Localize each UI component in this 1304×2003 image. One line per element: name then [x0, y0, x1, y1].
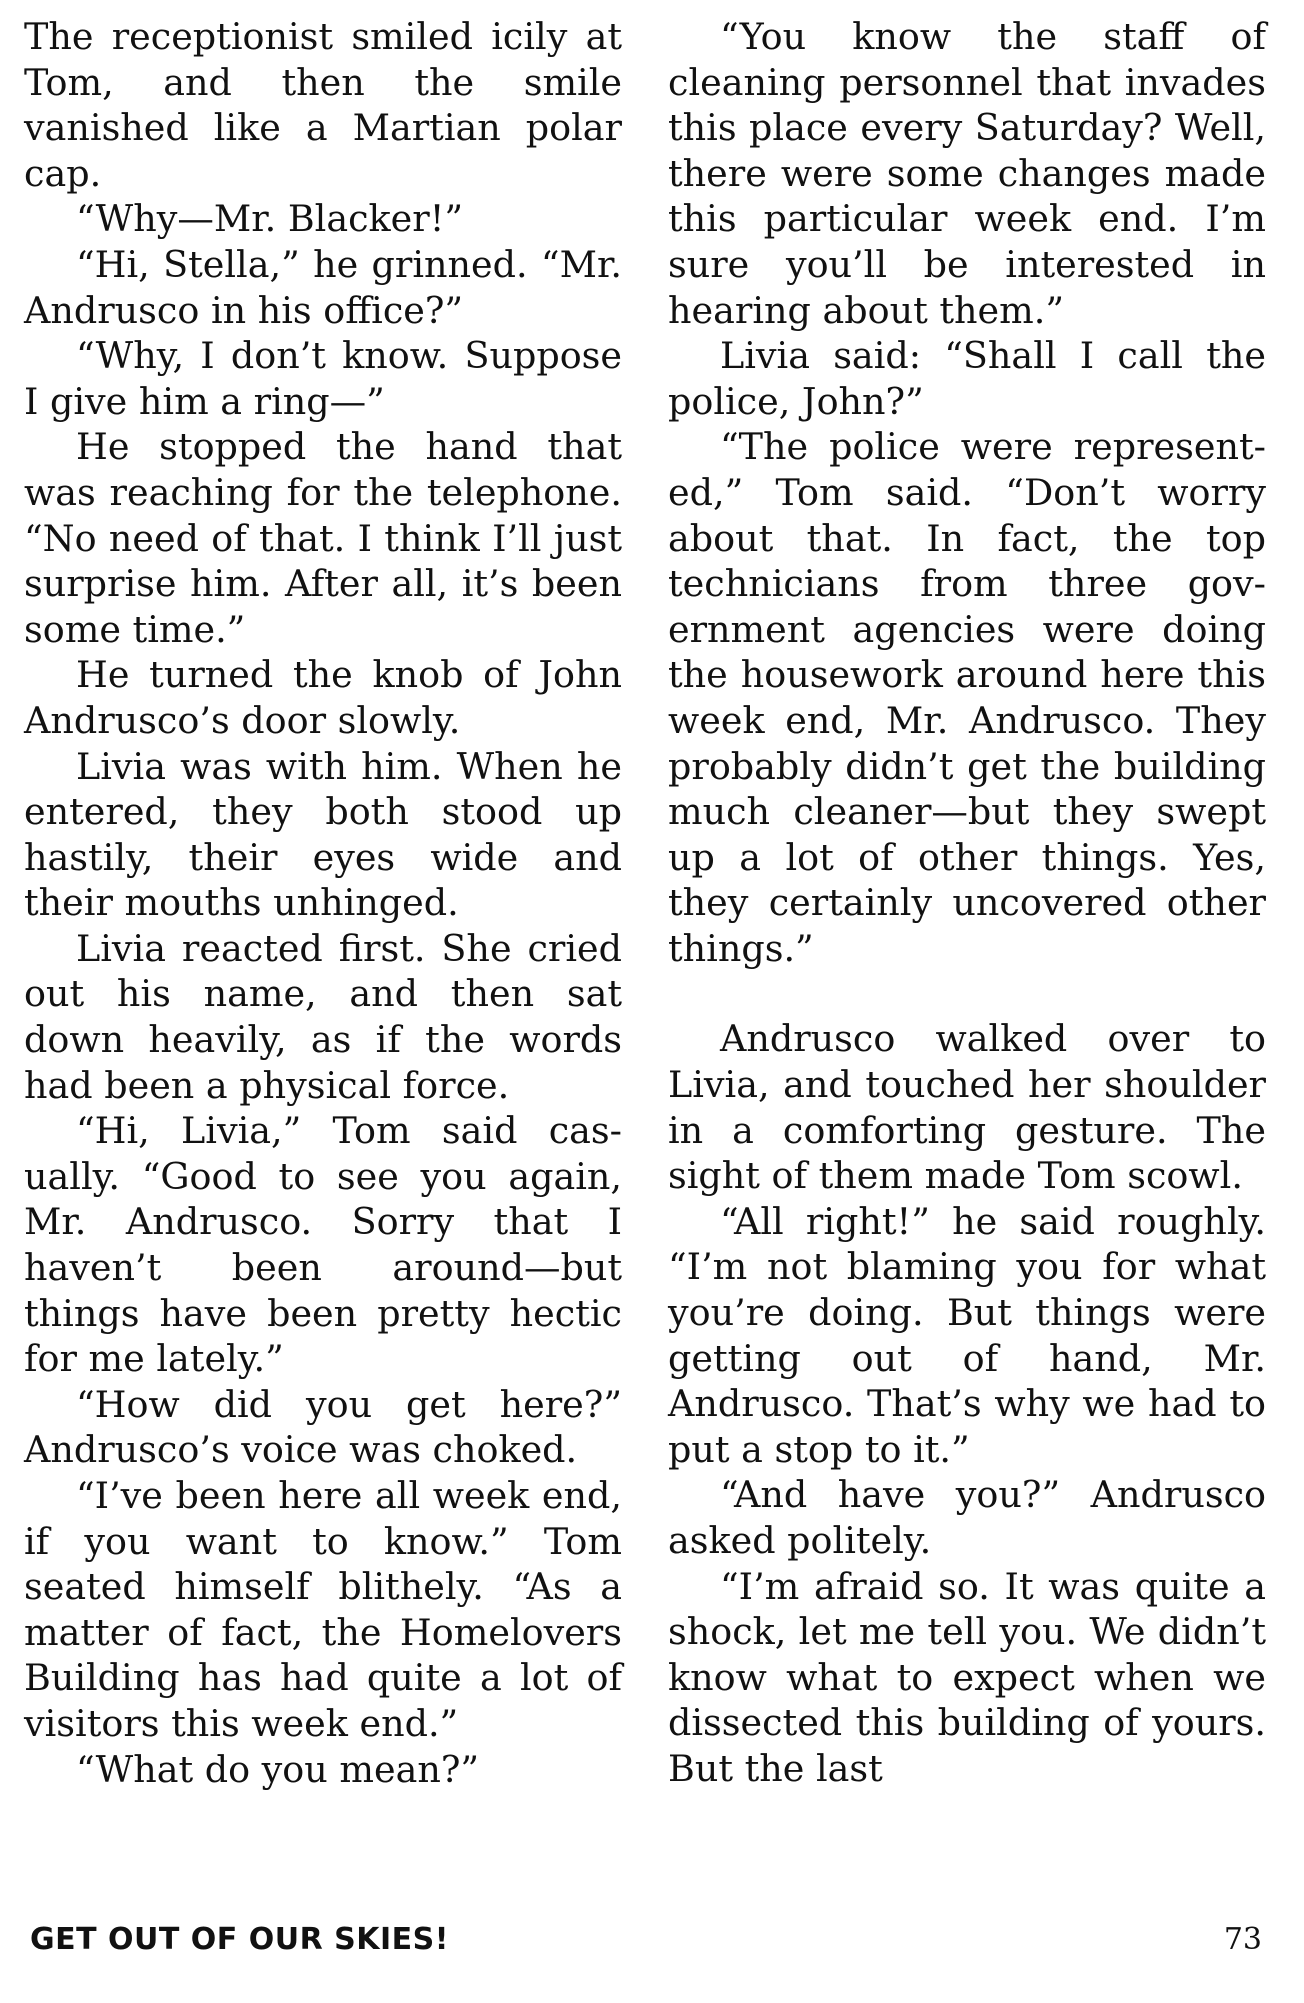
paragraph: “The police were represented,” Tom said. “Don’t worry about that. In fact, the top technicians from three government agencies were doing the housework around here this week end, Mr. Andrusco. They probably didn’t get the building much cleaner—but they swept up a lot of other things. Yes, they certainly uncovered other things.”	[668, 425, 1266, 970]
page-footer	[30, 1918, 1262, 1962]
paragraph: “Why—Mr. Blacker!”	[76, 197, 464, 241]
paragraph: The receptionist smiled icily at Tom, and then the smile vanished like a Martian polar cap.	[24, 15, 622, 195]
book-page	[24, 14, 1276, 1974]
paragraph: “All right!” he said roughly. “I’m not blaming you for what you’re doing. But things were getting out of hand, Mr. Andrusco. That’s why we had to put a stop to it.”	[668, 1199, 1266, 1471]
running-title: GET OUT OF OUR SKIES!	[30, 1922, 449, 1957]
paragraph: He turned the knob of John Andrusco’s door slowly.	[24, 653, 622, 742]
paragraph: “Why, I don’t know. Suppose I give him a ring—”	[24, 334, 622, 423]
left-text-column	[24, 14, 622, 1792]
paragraph: “You know the staff of cleaning personnel that invades this place every Saturday? Well, there were some changes made this particular week end. I’m sure you’ll be interested in hearing about them.”	[668, 15, 1266, 332]
paragraph: Andrusco walked over to Livia, and touched her shoulder in a comforting gesture. The sight of them made Tom scowl.	[668, 1017, 1266, 1198]
page-number: 73	[1223, 1922, 1262, 1957]
paragraph: Livia reacted first. She cried out his name, and then sat down heavily, as if the words had been a physical force.	[24, 926, 622, 1107]
paragraph: “Hi, Stella,” he grinned. “Mr. Andrusco in his office?”	[24, 242, 622, 332]
right-text-column	[668, 14, 1266, 1792]
paragraph: “What do you mean?”	[76, 1747, 480, 1791]
paragraph: Livia was with him. When he entered, they both stood up hastily, their eyes wide and their mouths unhinged.	[24, 744, 622, 925]
paragraph: “And have you?” Andrusco asked politely.	[668, 1473, 1266, 1562]
paragraph: “I’ve been here all week end, if you want to know.” Tom seated himself blithely. “As a matter of fact, the Homelovers Building has had quite a lot of visitors this week end.”	[24, 1474, 622, 1745]
paragraph: “Hi, Livia,” Tom said casually. “Good to see you again, Mr. Andrusco. Sorry that I haven’t been around—but things have been pretty hectic for me lately.”	[24, 1109, 622, 1381]
paragraph: “I’m afraid so. It was quite a shock, let me tell you. We didn’t know what to expect when we dissected this building of yours. But the last	[668, 1564, 1266, 1790]
paragraph: He stopped the hand that was reaching for the telephone. “No need of that. I think I’ll just surprise him. After all, it’s been some time.”	[24, 425, 622, 651]
paragraph: “How did you get here?” Andrusco’s voice was choked.	[24, 1382, 622, 1472]
paragraph: Livia said: “Shall I call the police, John?”	[668, 334, 1266, 423]
